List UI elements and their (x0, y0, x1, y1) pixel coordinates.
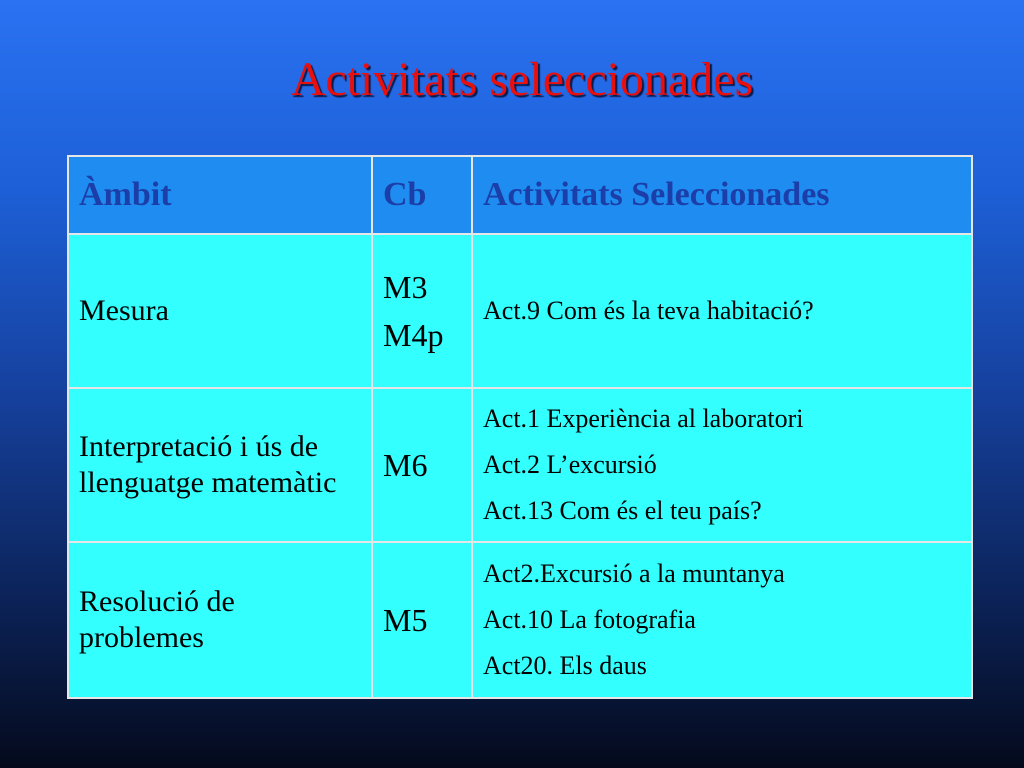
table-row (68, 388, 972, 542)
activity-item: Act.9 Com és la teva habitació? (483, 296, 814, 325)
cb-code: M6 (383, 447, 428, 483)
activity-item: Act.1 Experiència al laboratori (483, 404, 804, 433)
cb-cell (372, 234, 472, 388)
table-row (68, 542, 972, 698)
ambit-cell: Interpretació i ús de llenguatge matemàtic (68, 388, 372, 542)
cb-cell (372, 542, 472, 698)
activity-item: Act.10 La fotografia (483, 605, 696, 634)
header-ambit: Àmbit (68, 156, 372, 234)
activities-cell (472, 542, 972, 698)
activities-cell (472, 388, 972, 542)
table-header-row (68, 156, 972, 234)
activity-item: Act2.Excursió a la muntanya (483, 559, 785, 588)
activities-table (67, 155, 973, 699)
page-title: Activitats seleccionades (290, 53, 754, 106)
header-cb: Cb (372, 156, 472, 234)
activity-item: Act.13 Com és el teu país? (483, 496, 762, 525)
cb-cell (372, 388, 472, 542)
header-activitats: Activitats Seleccionades (472, 156, 972, 234)
ambit-cell: Mesura (68, 234, 372, 388)
table-row (68, 234, 972, 388)
cb-code: M4p (383, 317, 444, 353)
ambit-cell: Resolució de problemes (68, 542, 372, 698)
cb-code: M3 (383, 269, 428, 305)
cb-code: M5 (383, 602, 428, 638)
activities-cell (472, 234, 972, 388)
activity-item: Act20. Els daus (483, 651, 647, 680)
activity-item: Act.2 L’excursió (483, 450, 657, 479)
